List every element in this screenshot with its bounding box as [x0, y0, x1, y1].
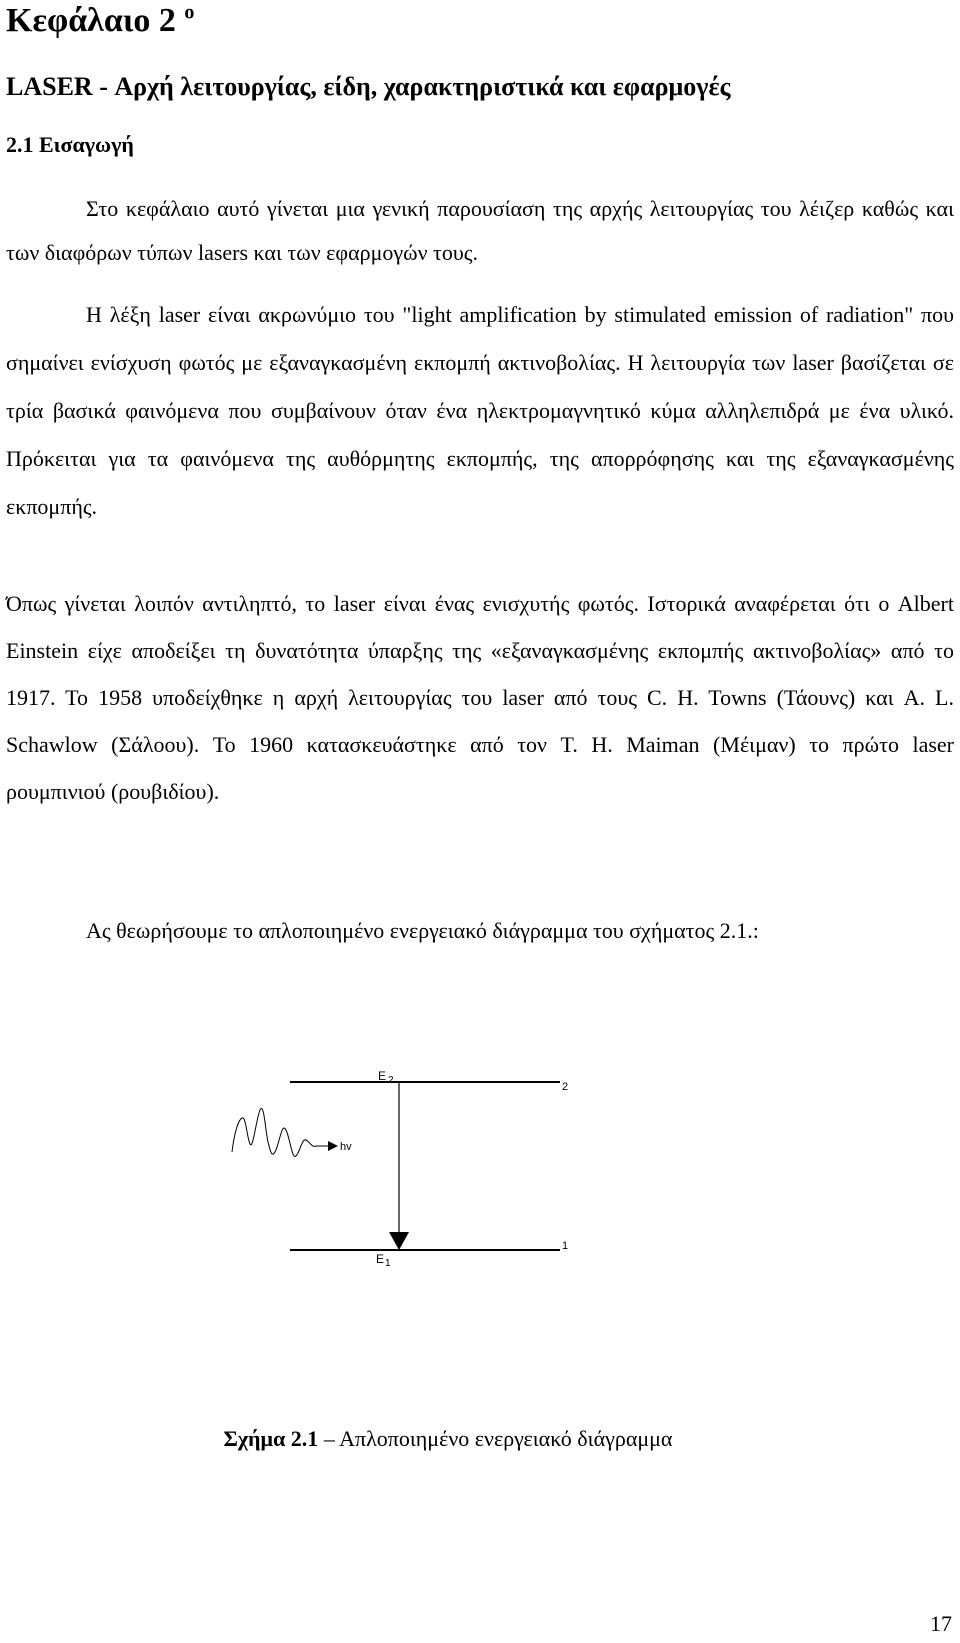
page-number: 17 — [930, 1611, 952, 1636]
chapter-heading — [6, 0, 194, 42]
paragraph-figure-reference: Ας θεωρήσουμε το απλοποιημένο ενεργειακό διάγραμμα του σχήματος 2.1.: — [86, 918, 759, 943]
photon-arrowhead — [328, 1141, 338, 1151]
figure-caption-label: Σχήμα 2.1 — [223, 1426, 319, 1451]
figure-caption-text: – Απλοποιημένο ενεργειακό διάγραμμα — [318, 1426, 673, 1451]
upper-level-number: 2 — [562, 1081, 569, 1093]
section-heading: 2.1 Εισαγωγή — [6, 132, 134, 157]
paragraph-intro: Στο κεφάλαιο αυτό γίνεται μια γενική παρουσίαση της αρχής λειτουργίας του λέιζερ καθώς και των διαφόρων τύπων lasers και των εφαρμογών τους. — [6, 196, 954, 265]
paragraph-laser-definition: Η λέξη laser είναι ακρωνύμιο του "light amplification by stimulated emission of radiation" που σημαίνει ενίσχυση φωτός με εξαναγκασμένη εκπομπή ακτινοβολίας. Η λειτουργία των laser βασίζεται σε τρία βασικά φαινόμενα που συμβαίνουν όταν ένα ηλεκτρομαγνητικό κύμα αλληλεπιδρά με ένα υλικό. Πρόκειται για τα φαινόμενα της αυθόρμητης εκπομπής, της απορρόφησης και της εξαναγκασμένης εκπομπής. — [6, 302, 954, 519]
transition-arrowhead — [389, 1232, 409, 1250]
photon-label: hv — [340, 1141, 352, 1153]
figure-caption — [0, 1424, 896, 1454]
upper-level-label: E $_2$ — [378, 1069, 394, 1086]
chapter-label: Κεφάλαιο 2 — [6, 2, 176, 39]
chapter-title: LASER - Αρχή λειτουργίας, είδη, χαρακτηριστικά και εφαρμογές — [6, 72, 731, 101]
energy-level-diagram — [220, 1060, 620, 1290]
lower-level-label: $E_1$ — [376, 1252, 391, 1269]
photon-wave — [232, 1109, 316, 1157]
paragraph-history: Όπως γίνεται λοιπόν αντιληπτό, το laser είναι ένας ενισχυτής φωτός. Ιστορικά αναφέρεται ότι ο Albert Einstein είχε αποδείξει τη δυνατότητα ύπαρξης της «εξαναγκασμένης εκπομπής ακτινοβολίας» από το 1917. Το 1958 υποδείχθηκε η αρχή λειτουργίας του laser από τους C. H. Towns (Τάουνς) και A. L. Schawlow (Σάλοου). Το 1960 κατασκευάστηκε από τον T. H. Maiman (Μέιμαν) το πρώτο laser ρουμπινιού (ρουβιδίου). — [6, 591, 954, 804]
lower-level-number: 1 — [562, 1240, 569, 1252]
chapter-superscript: ο — [184, 1, 195, 24]
